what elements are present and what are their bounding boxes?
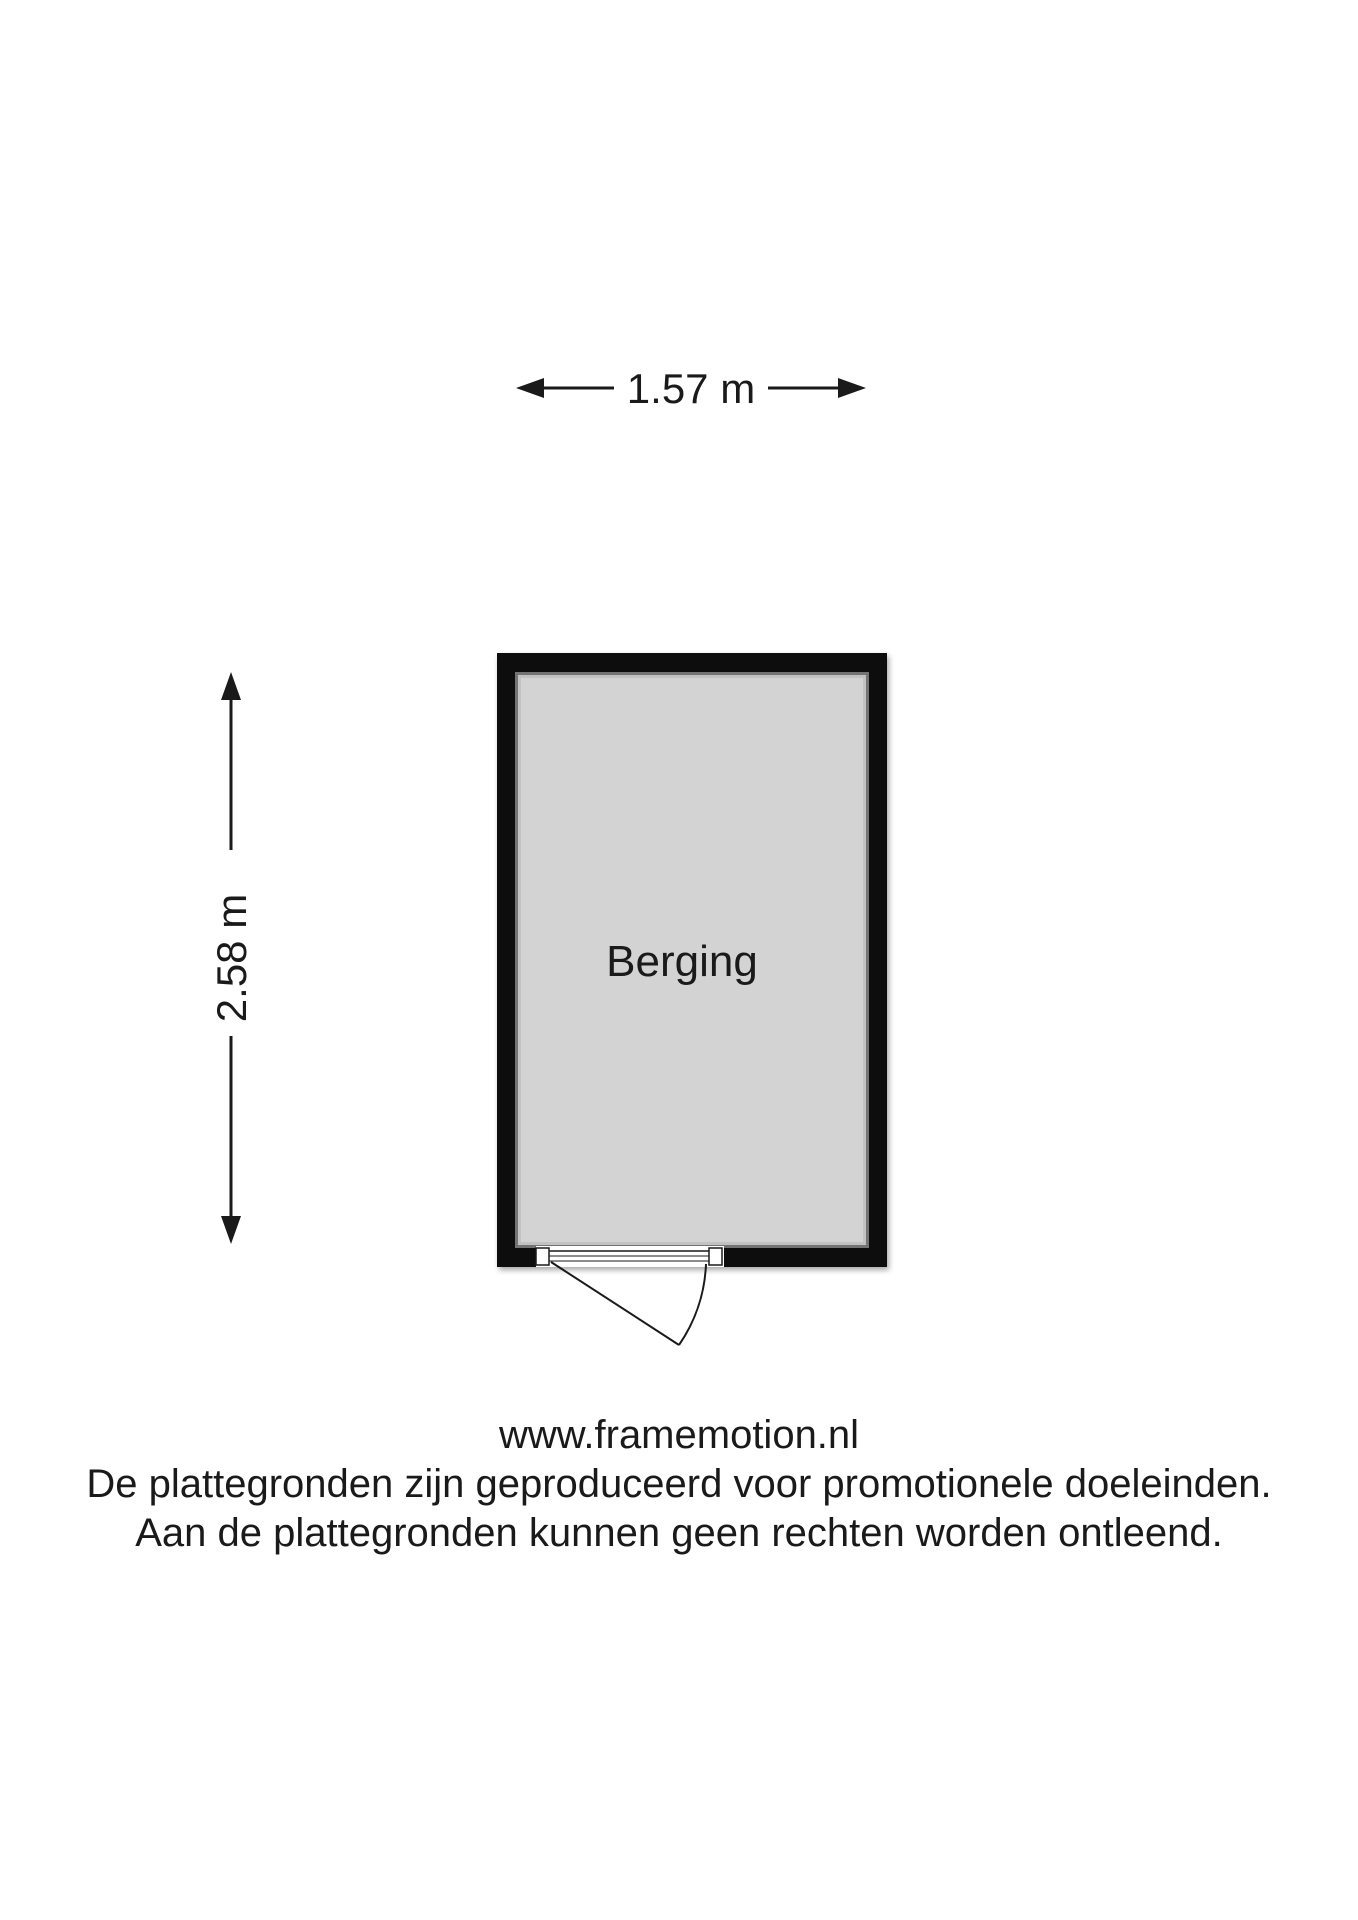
arrow-down-icon	[221, 1216, 241, 1244]
footer-disclaimer-line2: Aan de plattegronden kunnen geen rechten worden ontleend.	[135, 1511, 1223, 1555]
height-dimension	[208, 672, 255, 1244]
room-label: Berging	[606, 937, 758, 986]
height-dimension-label: 2.58 m	[208, 893, 255, 1023]
door-jamb-right	[709, 1248, 722, 1265]
footer-website: www.framemotion.nl	[498, 1413, 860, 1457]
width-dimension	[516, 365, 866, 412]
room-berging	[497, 653, 887, 1267]
door-leaf	[551, 1262, 679, 1345]
arrow-left-icon	[516, 378, 544, 398]
arrow-right-icon	[838, 378, 866, 398]
door-jamb-left	[536, 1248, 549, 1265]
arrow-up-icon	[221, 672, 241, 700]
door-swing-arc	[679, 1264, 706, 1345]
door	[536, 1246, 724, 1345]
footer-disclaimer-line1: De plattegronden zijn geproduceerd voor promotionele doeleinden.	[86, 1462, 1272, 1506]
width-dimension-label: 1.57 m	[626, 365, 756, 412]
